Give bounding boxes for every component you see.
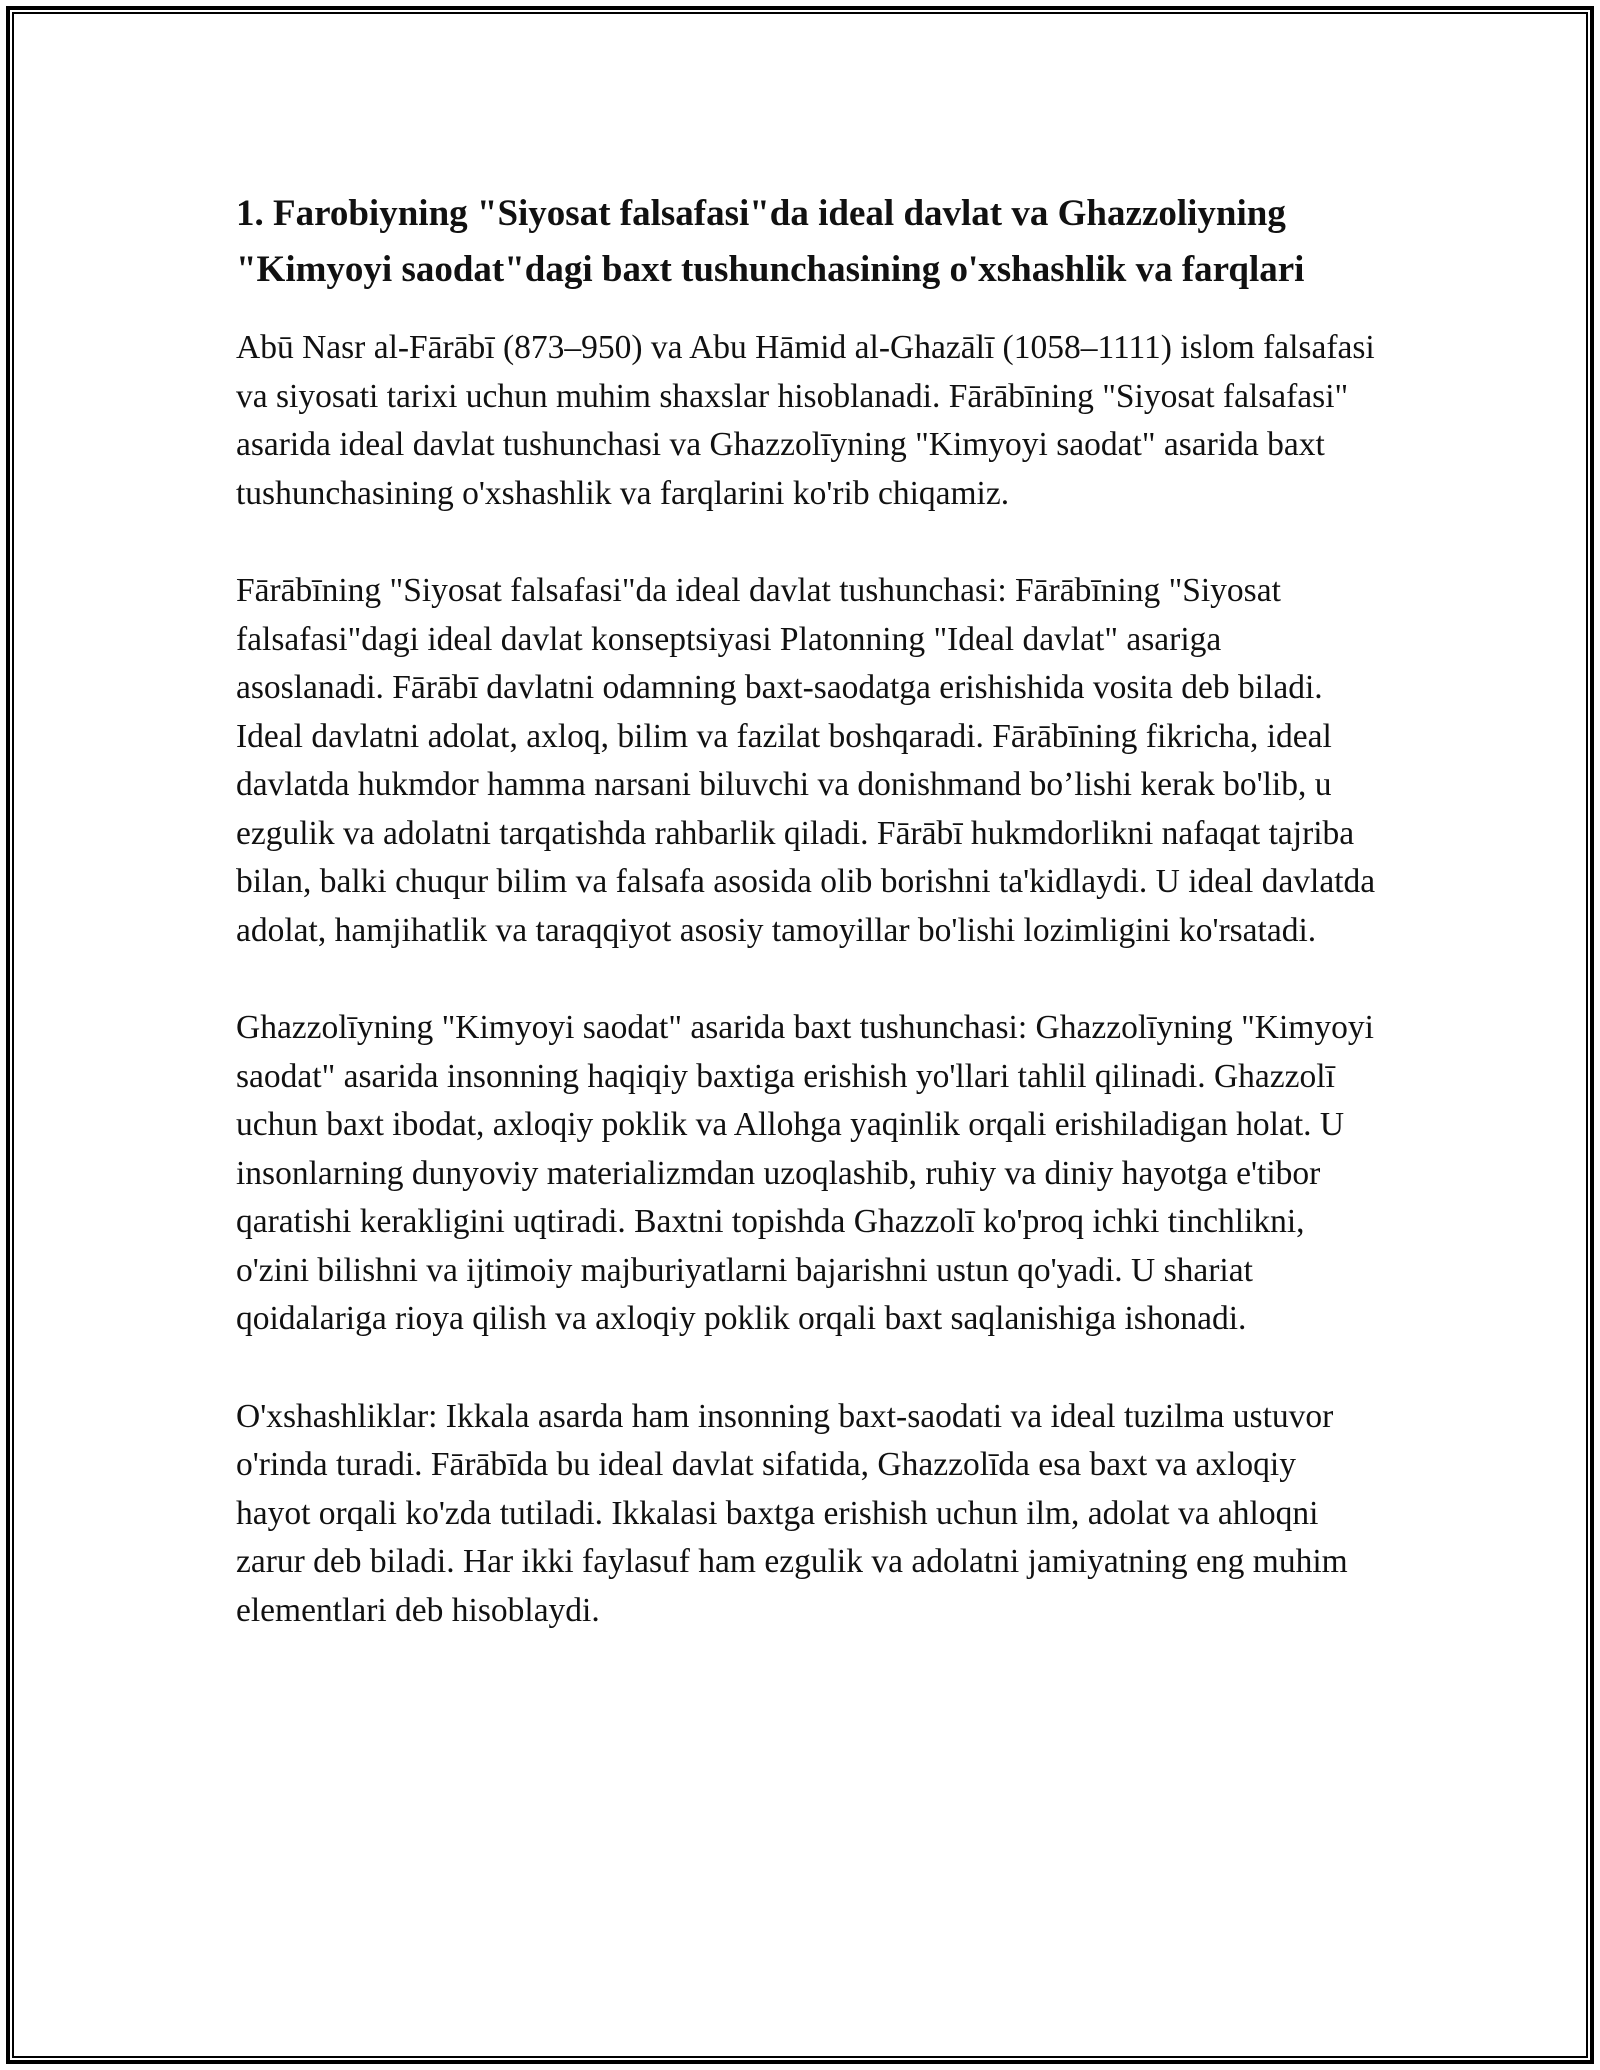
document-body <box>236 186 1376 1684</box>
paragraph-similarities: O'xshashliklar: Ikkala asarda ham insonning baxt-saodati va ideal tuzilma ustuvor o'rinda turadi. Fārābīda bu ideal davlat sifatida, Ghazzolīda esa baxt va axloqiy hayot orqali ko'zda tutiladi. Ikkalasi baxtga erishish uchun ilm, adolat va ahloqni zarur deb biladi. Har ikki faylasuf ham ezgulik va adolatni jamiyatning eng muhim elementlari deb hisoblaydi. <box>236 1397 1348 1629</box>
paragraph-farabi-ideal-state: Fārābīning "Siyosat falsafasi"da ideal davlat tushunchasi: Fārābīning "Siyosat falsafasi"dagi ideal davlat konseptsiyasi Platonning "Ideal davlat" asariga asoslanadi. Fārābī davlatni odamning baxt-saodatga erishishida vosita deb biladi. Ideal davlatni adolat, axloq, bilim va fazilat boshqaradi. Fārābīning fikricha, ideal davlatda hukmdor hamma narsani biluvchi va donishmand bo’lishi kerak bo'lib, u ezgulik va adolatni tarqatishda rahbarlik qiladi. Fārābī hukmdorlikni nafaqat tajriba bilan, balki chuqur bilim va falsafa asosida olib borishni ta'kidlaydi. U ideal davlatda adolat, hamjihatlik va taraqqiyot asosiy tamoyillar bo'lishi lozimligini ko'rsatadi. <box>236 572 1376 949</box>
paragraph-ghazali-happiness: Ghazzolīyning "Kimyoyi saodat" asarida baxt tushunchasi: Ghazzolīyning "Kimyoyi saodat" asarida insonning haqiqiy baxtiga erishish yo'llari tahlil qilinadi. Ghazzolī uchun baxt ibodat, axloqiy poklik va Allohga yaqinlik orqali erishiladigan holat. U insonlarning dunyoviy materializmdan uzoqlashib, ruhiy va diniy hayotga e'tibor qaratishi kerakligini uqtiradi. Baxtni topishda Ghazzolī ko'proq ichki tinchlikni, o'zini bilishni va ijtimoiy majburiyatlarni bajarishni ustun qo'yadi. U shariat qoidalariga rioya qilish va axloqiy poklik orqali baxt saqlanishiga ishonadi. <box>236 1009 1374 1337</box>
document-title: 1. Farobiyning "Siyosat falsafasi"da ideal davlat va Ghazzoliyning "Kimyoyi saodat"dagi baxt tushunchasining o'xshashlik va farqlari <box>236 193 1305 290</box>
paragraph-introduction: Abū Nasr al-Fārābī (873–950) va Abu Hāmid al-Ghazālī (1058–1111) islom falsafasi va siyosati tarixi uchun muhim shaxslar hisoblanadi. Fārābīning "Siyosat falsafasi" asarida ideal davlat tushunchasi va Ghazzolīyning "Kimyoyi saodat" asarida baxt tushunchasining o'xshashlik va farqlarini ko'rib chiqamiz. <box>236 329 1375 512</box>
